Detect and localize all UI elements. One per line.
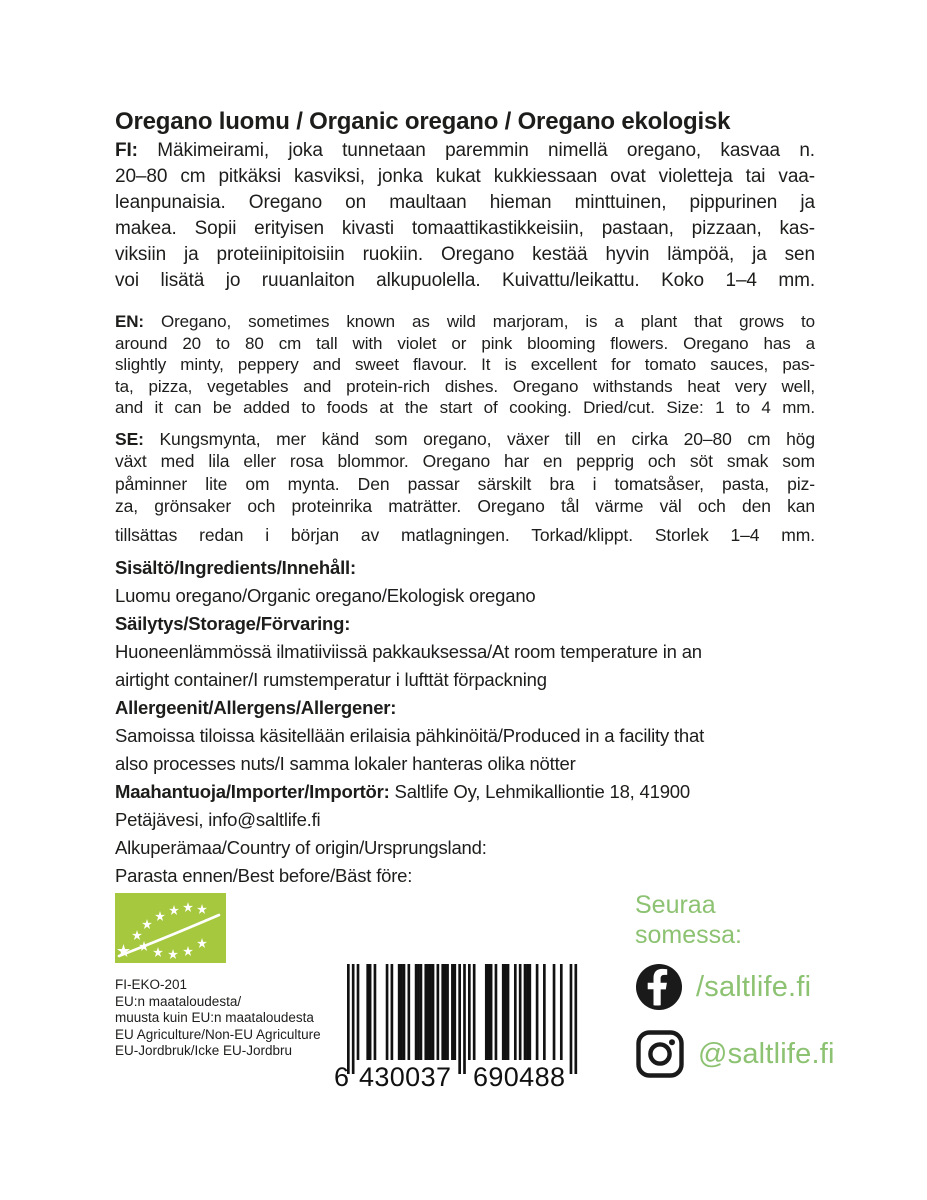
facebook-account-row	[635, 963, 825, 1011]
text-line: FI: Mäkimeirami, joka tunnetaan paremmin nimellä oregano, kasvaa n.	[115, 140, 815, 161]
info-line: Luomu oregano/Organic oregano/Ekologisk oregano	[115, 585, 536, 606]
text-line: makea. Sopii erityisen kivasti tomaattikastikkeisiin, pastaan, pizzaan, kas-	[115, 218, 815, 239]
text-line: leanpunaisia. Oregano on maultaan hieman minttuinen, pippurinen ja	[115, 192, 815, 213]
text-line: voi lisätä jo ruuanlaiton alkupuolella. Kuivattu/leikattu. Koko 1–4 mm.	[115, 270, 815, 291]
text-line: växt med lila eller rosa blommor. Oregano har en pepprig och söt smak som	[115, 451, 815, 471]
eu-text-line: EU-Jordbruk/Icke EU-Jordbru	[115, 1043, 293, 1058]
svg-text:6: 6	[334, 1062, 350, 1090]
text-line: EN: Oregano, sometimes known as wild marjoram, is a plant that grows to	[115, 312, 815, 331]
text-line: påminner lite om mynta. Den passar särskilt bra i tomatsåser, pasta, piz-	[115, 473, 815, 494]
instagram-handle: @saltlife.fi	[698, 1037, 835, 1070]
eu-control-code: FI-EKO-201	[115, 977, 188, 992]
info-line: Samoissa tiloissa käsitellään erilaisia pähkinöitä/Produced in a facility that	[115, 725, 705, 746]
info-line: airtight container/I rumstemperatur i lufttät förpackning	[115, 669, 547, 690]
social-block	[635, 890, 835, 1079]
info-section	[115, 554, 815, 890]
info-line: Säilytys/Storage/Förvaring:	[115, 613, 351, 634]
product-title: Oregano luomu / Organic oregano / Oregano ekologisk	[115, 108, 731, 135]
text-line: ta, pizza, vegetables and protein-rich dishes. Oregano withstands heat very well,	[115, 376, 815, 396]
info-line: Alkuperämaa/Country of origin/Ursprungsland:	[115, 837, 487, 858]
text-line: around 20 to 80 cm tall with violet or pink blooming flowers. Oregano has a	[115, 333, 815, 353]
text-line: za, grönsaker och proteinrika maträtter. Oregano tål värme väl och den kan	[115, 496, 815, 516]
instagram-outline-icon	[635, 1029, 685, 1079]
eu-organic-text	[115, 977, 321, 1060]
svg-text:430037: 430037	[359, 1062, 451, 1090]
description-se	[115, 428, 815, 547]
text-line: tillsättas redan i början av matlagningen. Torkad/klippt. Storlek 1–4 mm.	[115, 524, 815, 545]
text-line: viksiin ja proteiinipitoisiin ruokiin. Oregano kestää hyvin lämpöä, ja sen	[115, 244, 815, 265]
info-line: Huoneenlämmössä ilmatiiviissä pakkauksessa/At room temperature in an	[115, 641, 702, 662]
ean13-barcode	[327, 964, 585, 1090]
text-line: slightly minty, peppery and sweet flavour. It is excellent for tomato sauces, pas-	[115, 355, 815, 374]
info-line: Parasta ennen/Best before/Bäst före:	[115, 865, 413, 886]
eu-text-line: muusta kuin EU:n maataloudesta	[115, 1010, 314, 1025]
eu-text-line: EU Agriculture/Non-EU Agriculture	[115, 1026, 321, 1042]
text-line: SE: Kungsmynta, mer känd som oregano, växer till en cirka 20–80 cm hög	[115, 428, 815, 449]
text-line: and it can be added to foods at the start of cooking. Dried/cut. Size: 1 to 4 mm.	[115, 398, 815, 417]
text-line: 20–80 cm pitkäksi kasviksi, jonka kukat kukkiessaan ovat violetteja tai vaa-	[115, 166, 815, 187]
label-footer	[115, 890, 835, 1180]
info-line: Sisältö/Ingredients/Innehåll:	[115, 557, 356, 578]
info-line: Allergeenit/Allergens/Allergener:	[115, 697, 397, 718]
facebook-handle: /saltlife.fi	[696, 970, 812, 1003]
eu-text-line: EU:n maataloudesta/	[115, 993, 242, 1009]
social-heading: Seuraa somessa:	[635, 891, 742, 949]
description-en	[115, 311, 815, 419]
description-fi	[115, 138, 815, 294]
facebook-circle-icon	[635, 963, 683, 1011]
eu-organic-leaf-logo	[115, 893, 226, 963]
info-line: Maahantuoja/Importer/Importör: Saltlife Oy, Lehmikalliontie 18, 41900	[115, 781, 690, 802]
instagram-account-row	[635, 1029, 835, 1079]
info-line: Petäjävesi, info@saltlife.fi	[115, 809, 321, 830]
info-line: also processes nuts/I samma lokaler hanteras olika nötter	[115, 753, 576, 774]
label-content	[115, 108, 815, 890]
svg-text:690488: 690488	[473, 1062, 565, 1090]
